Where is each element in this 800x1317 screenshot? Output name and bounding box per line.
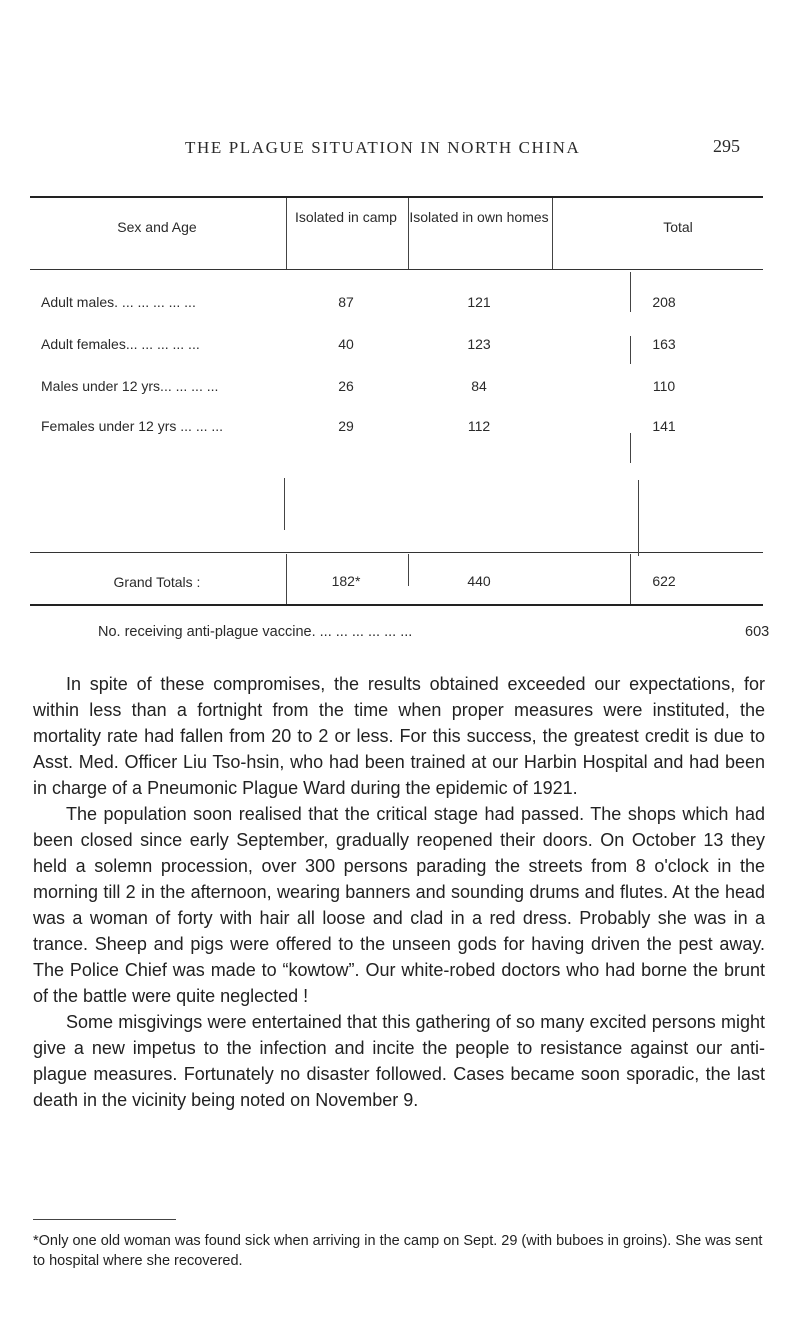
column-divider: [284, 478, 285, 530]
column-divider: [630, 433, 631, 463]
row-label: Males under 12 yrs... ... ... ...: [41, 378, 219, 394]
camp-value: 87: [338, 294, 354, 310]
paragraph: The population soon realised that the critical stage had passed. The shops which had been closed since early September, gradually reopened their doors. On October 13 they held a solemn procession, over 300 persons parading the streets from 8 o'clock in the morning till 2 in the afternoon, wearing banners and sounding drums and flutes. At the head was a woman of forty with hair all loose and clad in a red dress. Probably she was in a trance. Sheep and pigs were offered to the unseen gods for having driven the pest away. The Police Chief was made to “kowtow”. Our white-robed doctors who had borne the brunt of the battle were quite neglected !: [33, 804, 765, 1006]
grand-total-label: Grand Totals :: [113, 574, 201, 590]
grand-total-homes: 440: [467, 573, 491, 589]
homes-value: 84: [471, 378, 487, 394]
table-bottom-rule: [30, 604, 763, 606]
column-header-sex-age: Sex and Age: [117, 219, 197, 235]
homes-value: 112: [467, 418, 491, 434]
paragraph: Some misgivings were entertained that this gathering of so many excited persons might give a new impetus to the infection and incite the people to resistance against our anti-plague measures. Fortunately no disaster followed. Cases became soon sporadic, the last death in the vicinity being noted on November 9.: [33, 1012, 765, 1110]
footnote: *Only one old woman was found sick when arriving in the camp on Sept. 29 (with buboes in groins). She was sent to hospital where she recovered.: [33, 1233, 763, 1269]
total-value: 141: [652, 418, 676, 434]
column-header-camp: Isolated in camp: [295, 209, 397, 225]
table-header-rule: [30, 269, 763, 270]
row-label: Adult females... ... ... ... ...: [41, 336, 200, 352]
camp-value: 26: [338, 378, 354, 394]
column-header-homes: Isolated in own homes: [409, 209, 549, 225]
running-header: [0, 138, 800, 168]
column-divider: [638, 480, 639, 556]
row-label: Females under 12 yrs ... ... ...: [41, 418, 224, 434]
page-number: 295: [713, 136, 740, 156]
total-value: 208: [652, 294, 676, 310]
body-text: [33, 671, 765, 1113]
total-value: 163: [652, 336, 676, 352]
vaccine-value: 603: [745, 624, 770, 640]
paragraph: In spite of these compromises, the results obtained exceeded our expectations, for within less than a fortnight from the time when proper measures were instituted, the mortality rate had fallen from 20 to 2 or less. For this success, the greatest credit is due to Asst. Med. Officer Liu Tso-hsin, who had been trained at our Harbin Hospital and had been in charge of a Pneumonic Plague Ward during the epidemic of 1921.: [33, 674, 765, 798]
vaccine-label: No. receiving anti-plague vaccine. ... ... ... ... ... ...: [98, 624, 413, 640]
homes-value: 121: [467, 294, 491, 310]
column-header-total: Total: [663, 219, 693, 235]
camp-value: 29: [338, 418, 354, 434]
table-top-rule: [30, 196, 763, 198]
total-value: 110: [652, 378, 676, 394]
running-title: THE PLAGUE SITUATION IN NORTH CHINA: [185, 138, 581, 157]
column-divider: [552, 198, 553, 269]
homes-value: 123: [467, 336, 491, 352]
row-label: Adult males. ... ... ... ... ...: [41, 294, 196, 310]
grand-total-total: 622: [652, 573, 676, 589]
grand-total-camp: 182*: [331, 573, 361, 589]
vaccine-line: [98, 624, 770, 640]
camp-value: 40: [338, 336, 354, 352]
footnote-rule: [33, 1219, 176, 1220]
table-total-rule: [30, 552, 763, 553]
